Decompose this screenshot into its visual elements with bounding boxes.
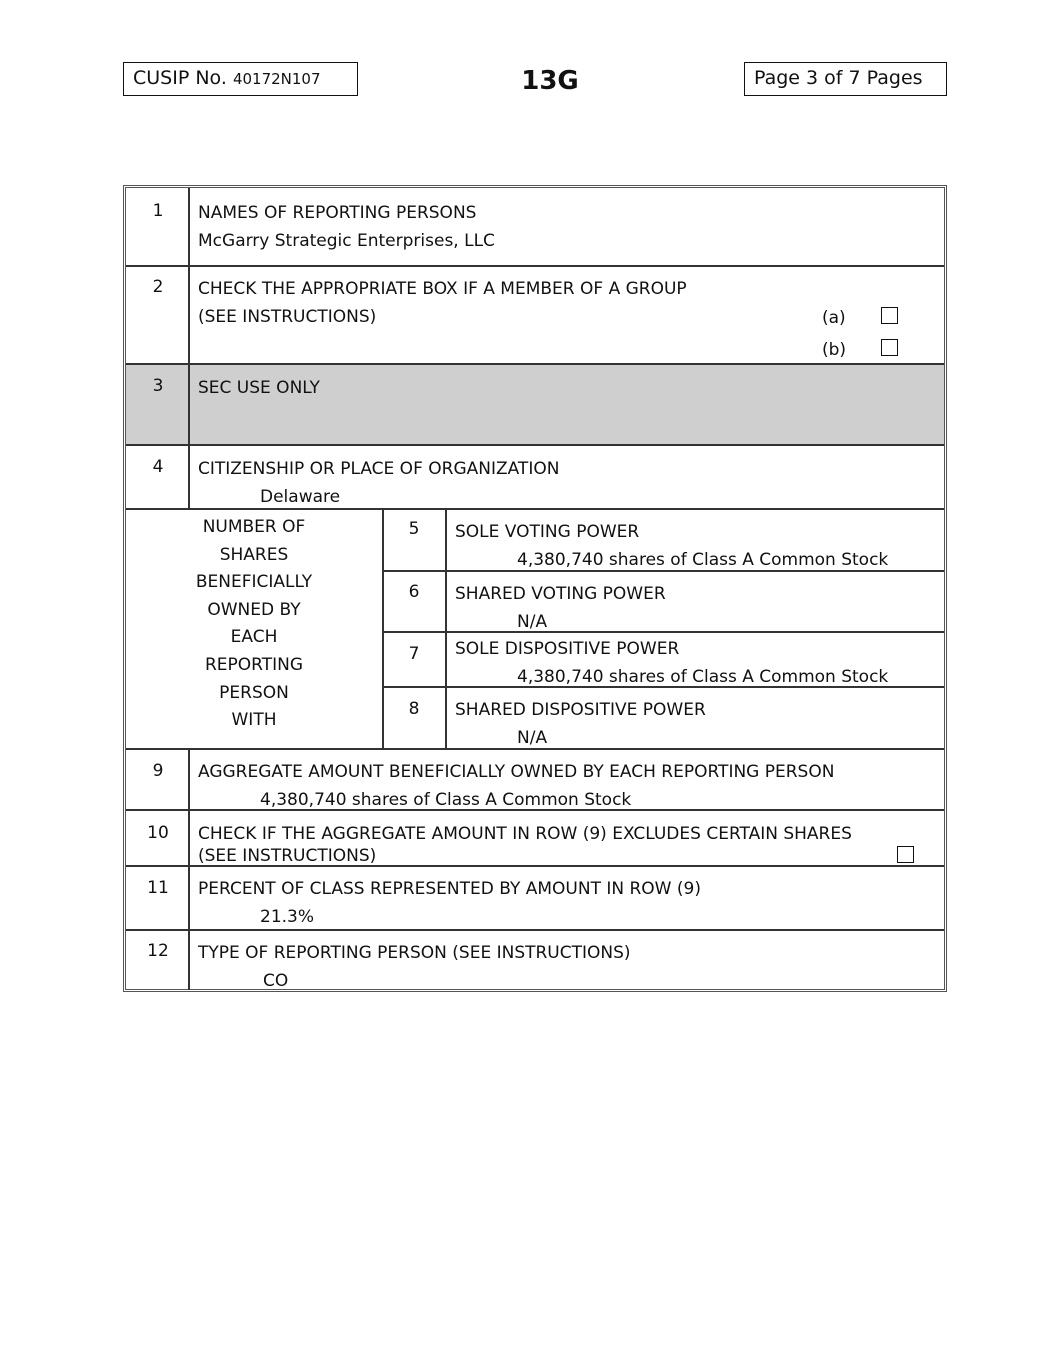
shares-owned-side-label bbox=[126, 514, 382, 735]
side-label-line: NUMBER OF bbox=[202, 517, 306, 537]
row-divider bbox=[126, 363, 944, 365]
row-label: SEC USE ONLY bbox=[198, 378, 320, 398]
side-label-line: SHARES bbox=[219, 544, 289, 565]
row-number: 9 bbox=[152, 761, 164, 781]
row-number: 10 bbox=[147, 823, 169, 843]
row-number: 2 bbox=[152, 277, 164, 297]
side-label-line: PERSON bbox=[219, 682, 289, 703]
row-number: 12 bbox=[147, 941, 169, 961]
shared-dispositive-power-value: N/A bbox=[517, 728, 548, 748]
percent-of-class-value: 21.3% bbox=[260, 907, 315, 927]
row-label: SHARED VOTING POWER bbox=[455, 584, 666, 604]
row-label: AGGREGATE AMOUNT BENEFICIALLY OWNED BY EACH REPORTING PERSON bbox=[198, 762, 835, 782]
row-divider bbox=[126, 508, 944, 510]
side-label-line: OWNED BY bbox=[207, 599, 301, 620]
group-b-checkbox[interactable] bbox=[881, 339, 898, 356]
row-number: 3 bbox=[152, 376, 164, 396]
row-number: 11 bbox=[147, 878, 169, 898]
excludes-shares-checkbox[interactable] bbox=[897, 846, 914, 863]
row-label: NAMES OF REPORTING PERSONS bbox=[198, 203, 477, 223]
row-label-instructions: (SEE INSTRUCTIONS) bbox=[198, 846, 377, 866]
side-label-line: BENEFICIALLY bbox=[195, 572, 313, 593]
row-divider bbox=[382, 631, 944, 633]
row-number: 7 bbox=[408, 644, 420, 664]
row-label-instructions: (SEE INSTRUCTIONS) bbox=[198, 307, 377, 327]
row-label: CITIZENSHIP OR PLACE OF ORGANIZATION bbox=[198, 459, 560, 479]
row-divider bbox=[126, 265, 944, 267]
side-label-line: WITH bbox=[231, 710, 277, 731]
row-number: 5 bbox=[408, 519, 420, 539]
form-title: 13G bbox=[521, 66, 579, 96]
row-label: TYPE OF REPORTING PERSON (SEE INSTRUCTIONS) bbox=[198, 943, 631, 963]
row-divider bbox=[126, 444, 944, 446]
row-label: SOLE VOTING POWER bbox=[455, 522, 640, 542]
option-a-label: (a) bbox=[822, 308, 846, 328]
page-number: Page 3 of 7 Pages bbox=[744, 62, 947, 96]
row-number: 4 bbox=[152, 457, 164, 477]
side-label-line: EACH bbox=[230, 627, 278, 648]
option-b-label: (b) bbox=[822, 340, 847, 360]
row-label: SHARED DISPOSITIVE POWER bbox=[455, 700, 706, 720]
reporting-person-name: McGarry Strategic Enterprises, LLC bbox=[198, 231, 495, 251]
side-label-line: REPORTING bbox=[204, 654, 304, 675]
reporting-person-type-value: CO bbox=[263, 971, 289, 991]
cusip-label: CUSIP No. bbox=[133, 67, 227, 89]
row-label: SOLE DISPOSITIVE POWER bbox=[455, 639, 680, 659]
column-divider bbox=[445, 508, 447, 749]
column-divider bbox=[188, 748, 190, 990]
cusip-box bbox=[123, 62, 358, 96]
group-a-checkbox[interactable] bbox=[881, 307, 898, 324]
cusip-number: 40172N107 bbox=[232, 70, 321, 88]
sole-voting-power-value: 4,380,740 shares of Class A Common Stock bbox=[517, 550, 889, 570]
column-divider bbox=[188, 188, 190, 509]
row-number: 6 bbox=[408, 582, 420, 602]
row-number: 1 bbox=[152, 201, 164, 221]
row-label: CHECK THE APPROPRIATE BOX IF A MEMBER OF A GROUP bbox=[198, 279, 687, 299]
sole-dispositive-power-value: 4,380,740 shares of Class A Common Stock bbox=[517, 667, 889, 687]
aggregate-amount-value: 4,380,740 shares of Class A Common Stock bbox=[260, 790, 632, 810]
citizenship-value: Delaware bbox=[260, 487, 341, 507]
row-label: CHECK IF THE AGGREGATE AMOUNT IN ROW (9) EXCLUDES CERTAIN SHARES bbox=[198, 824, 852, 844]
row-divider bbox=[126, 929, 944, 931]
sec-use-only-shading bbox=[126, 364, 944, 444]
cover-page-table bbox=[123, 185, 947, 992]
row-label: PERCENT OF CLASS REPRESENTED BY AMOUNT IN ROW (9) bbox=[198, 879, 701, 899]
row-number: 8 bbox=[408, 699, 420, 719]
shared-voting-power-value: N/A bbox=[517, 612, 548, 632]
